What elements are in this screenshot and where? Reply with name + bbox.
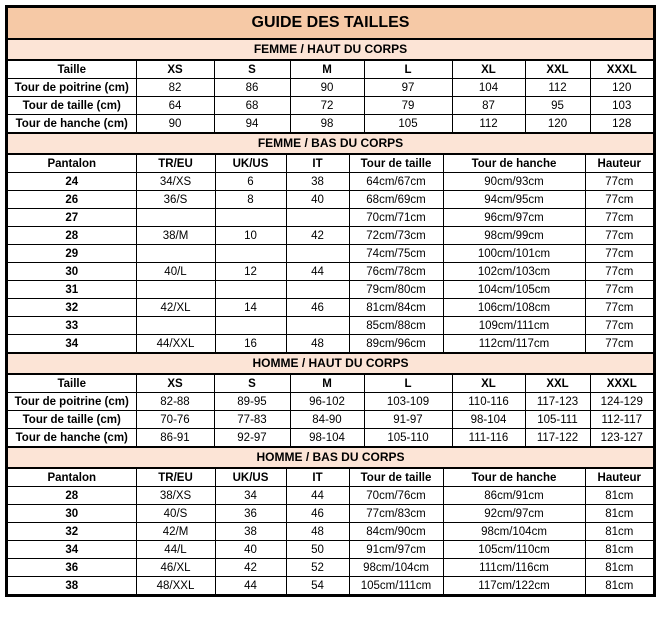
cell — [215, 209, 286, 227]
cell: 70cm/71cm — [349, 209, 443, 227]
section-table — [8, 469, 653, 594]
cell: 92-97 — [214, 429, 290, 447]
row-label: 31 — [8, 281, 136, 299]
column-header: Taille — [8, 375, 136, 393]
section-heading: HOMME / HAUT DU CORPS — [8, 352, 653, 375]
cell: 42/XL — [136, 299, 215, 317]
cell — [136, 245, 215, 263]
table-row — [8, 97, 653, 115]
column-header: Tour de taille — [349, 155, 443, 173]
cell: 8 — [215, 191, 286, 209]
cell: 110-116 — [452, 393, 525, 411]
cell — [286, 209, 349, 227]
table-row — [8, 209, 653, 227]
cell: 50 — [286, 541, 349, 559]
cell — [136, 281, 215, 299]
row-label: 32 — [8, 523, 136, 541]
cell: 81cm — [585, 487, 653, 505]
cell — [215, 281, 286, 299]
cell: 10 — [215, 227, 286, 245]
table-row — [8, 245, 653, 263]
cell: 77cm — [585, 209, 653, 227]
cell: 94 — [214, 115, 290, 133]
column-header: M — [290, 375, 364, 393]
cell: 120 — [525, 115, 590, 133]
cell: 105cm/111cm — [349, 577, 443, 595]
cell: 97 — [364, 79, 452, 97]
cell: 84cm/90cm — [349, 523, 443, 541]
row-label: 24 — [8, 173, 136, 191]
cell: 36 — [215, 505, 286, 523]
row-label: Tour de taille (cm) — [8, 97, 136, 115]
column-header: L — [364, 375, 452, 393]
cell: 6 — [215, 173, 286, 191]
cell: 77cm — [585, 299, 653, 317]
cell: 42 — [215, 559, 286, 577]
cell: 70cm/76cm — [349, 487, 443, 505]
cell: 81cm — [585, 559, 653, 577]
cell: 42/M — [136, 523, 215, 541]
cell — [136, 209, 215, 227]
cell: 38/XS — [136, 487, 215, 505]
cell: 98cm/104cm — [443, 523, 585, 541]
cell: 81cm — [585, 577, 653, 595]
cell: 40/S — [136, 505, 215, 523]
row-label: 30 — [8, 505, 136, 523]
section-table — [8, 61, 653, 132]
cell: 105-110 — [364, 429, 452, 447]
cell: 117cm/122cm — [443, 577, 585, 595]
cell: 120 — [590, 79, 653, 97]
cell: 105-111 — [525, 411, 590, 429]
header-row — [8, 469, 653, 487]
cell: 86cm/91cm — [443, 487, 585, 505]
cell: 98-104 — [290, 429, 364, 447]
cell: 91-97 — [364, 411, 452, 429]
cell: 98cm/99cm — [443, 227, 585, 245]
cell: 98 — [290, 115, 364, 133]
cell: 77-83 — [214, 411, 290, 429]
column-header: IT — [286, 469, 349, 487]
cell: 104cm/105cm — [443, 281, 585, 299]
row-label: 33 — [8, 317, 136, 335]
row-label: 27 — [8, 209, 136, 227]
cell: 77cm — [585, 173, 653, 191]
row-label: 32 — [8, 299, 136, 317]
cell: 48 — [286, 335, 349, 353]
cell: 77cm — [585, 317, 653, 335]
column-header: XXL — [525, 375, 590, 393]
cell: 86 — [214, 79, 290, 97]
row-label: 34 — [8, 541, 136, 559]
section-heading: FEMME / HAUT DU CORPS — [8, 40, 653, 61]
cell: 96cm/97cm — [443, 209, 585, 227]
row-label: Tour de poitrine (cm) — [8, 79, 136, 97]
size-guide-table — [5, 5, 656, 597]
cell: 77cm — [585, 191, 653, 209]
cell: 112 — [525, 79, 590, 97]
cell: 94cm/95cm — [443, 191, 585, 209]
cell — [286, 245, 349, 263]
column-header: Hauteur — [585, 155, 653, 173]
column-header: UK/US — [215, 155, 286, 173]
cell: 105 — [364, 115, 452, 133]
table-row — [8, 505, 653, 523]
cell: 44 — [215, 577, 286, 595]
row-label: Tour de hanche (cm) — [8, 429, 136, 447]
column-header: XXXL — [590, 375, 653, 393]
cell: 77cm — [585, 281, 653, 299]
column-header: XL — [452, 61, 525, 79]
cell: 85cm/88cm — [349, 317, 443, 335]
cell: 81cm — [585, 541, 653, 559]
page-title: GUIDE DES TAILLES — [8, 8, 653, 40]
cell: 112 — [452, 115, 525, 133]
cell: 117-122 — [525, 429, 590, 447]
table-row — [8, 335, 653, 353]
cell: 16 — [215, 335, 286, 353]
cell: 82 — [136, 79, 214, 97]
cell: 72 — [290, 97, 364, 115]
cell: 40 — [286, 191, 349, 209]
cell: 100cm/101cm — [443, 245, 585, 263]
row-label: 29 — [8, 245, 136, 263]
cell: 89-95 — [214, 393, 290, 411]
table-row — [8, 577, 653, 595]
cell: 48/XXL — [136, 577, 215, 595]
cell: 34 — [215, 487, 286, 505]
cell: 77cm — [585, 227, 653, 245]
cell: 123-127 — [590, 429, 653, 447]
table-row — [8, 227, 653, 245]
sections-host — [8, 40, 653, 594]
cell: 36/S — [136, 191, 215, 209]
table-row — [8, 523, 653, 541]
table-row — [8, 173, 653, 191]
cell: 106cm/108cm — [443, 299, 585, 317]
cell: 103-109 — [364, 393, 452, 411]
cell: 112cm/117cm — [443, 335, 585, 353]
row-label: 38 — [8, 577, 136, 595]
column-header: M — [290, 61, 364, 79]
table-row — [8, 115, 653, 133]
table-row — [8, 263, 653, 281]
cell: 87 — [452, 97, 525, 115]
section-table — [8, 375, 653, 446]
row-label: 36 — [8, 559, 136, 577]
cell: 105cm/110cm — [443, 541, 585, 559]
cell — [136, 317, 215, 335]
cell: 46 — [286, 299, 349, 317]
table-row — [8, 317, 653, 335]
table-row — [8, 411, 653, 429]
cell: 38/M — [136, 227, 215, 245]
column-header: XS — [136, 61, 214, 79]
table-row — [8, 281, 653, 299]
cell: 68cm/69cm — [349, 191, 443, 209]
cell: 112-117 — [590, 411, 653, 429]
cell: 86-91 — [136, 429, 214, 447]
cell: 64 — [136, 97, 214, 115]
column-header: XS — [136, 375, 214, 393]
cell: 77cm — [585, 263, 653, 281]
cell: 74cm/75cm — [349, 245, 443, 263]
column-header: Hauteur — [585, 469, 653, 487]
table-row — [8, 541, 653, 559]
section-heading: FEMME / BAS DU CORPS — [8, 132, 653, 155]
table-row — [8, 191, 653, 209]
cell: 76cm/78cm — [349, 263, 443, 281]
cell: 81cm/84cm — [349, 299, 443, 317]
cell: 81cm — [585, 523, 653, 541]
cell: 95 — [525, 97, 590, 115]
cell: 96-102 — [290, 393, 364, 411]
cell: 81cm — [585, 505, 653, 523]
row-label: 28 — [8, 487, 136, 505]
column-header: Pantalon — [8, 469, 136, 487]
column-header: Pantalon — [8, 155, 136, 173]
header-row — [8, 61, 653, 79]
column-header: IT — [286, 155, 349, 173]
column-header: Tour de hanche — [443, 155, 585, 173]
cell: 46/XL — [136, 559, 215, 577]
cell: 70-76 — [136, 411, 214, 429]
row-label: 28 — [8, 227, 136, 245]
cell: 84-90 — [290, 411, 364, 429]
cell: 44/XXL — [136, 335, 215, 353]
row-label: 34 — [8, 335, 136, 353]
cell — [215, 245, 286, 263]
column-header: TR/EU — [136, 155, 215, 173]
cell: 98cm/104cm — [349, 559, 443, 577]
cell — [215, 317, 286, 335]
column-header: XXXL — [590, 61, 653, 79]
column-header: Tour de hanche — [443, 469, 585, 487]
section-heading: HOMME / BAS DU CORPS — [8, 446, 653, 469]
column-header: XL — [452, 375, 525, 393]
table-row — [8, 393, 653, 411]
row-label: Tour de hanche (cm) — [8, 115, 136, 133]
column-header: Tour de taille — [349, 469, 443, 487]
table-row — [8, 299, 653, 317]
cell: 103 — [590, 97, 653, 115]
column-header: S — [214, 61, 290, 79]
cell: 44 — [286, 487, 349, 505]
cell: 79 — [364, 97, 452, 115]
cell: 109cm/111cm — [443, 317, 585, 335]
cell: 72cm/73cm — [349, 227, 443, 245]
cell: 90 — [290, 79, 364, 97]
cell: 46 — [286, 505, 349, 523]
cell: 98-104 — [452, 411, 525, 429]
cell: 90 — [136, 115, 214, 133]
cell: 128 — [590, 115, 653, 133]
cell: 38 — [286, 173, 349, 191]
cell: 34/XS — [136, 173, 215, 191]
column-header: UK/US — [215, 469, 286, 487]
header-row — [8, 375, 653, 393]
row-label: 30 — [8, 263, 136, 281]
column-header: Taille — [8, 61, 136, 79]
cell — [286, 317, 349, 335]
cell: 111cm/116cm — [443, 559, 585, 577]
cell — [286, 281, 349, 299]
section-table — [8, 155, 653, 352]
cell: 104 — [452, 79, 525, 97]
cell: 82-88 — [136, 393, 214, 411]
cell: 14 — [215, 299, 286, 317]
cell: 40 — [215, 541, 286, 559]
cell: 124-129 — [590, 393, 653, 411]
column-header: L — [364, 61, 452, 79]
cell: 42 — [286, 227, 349, 245]
row-label: 26 — [8, 191, 136, 209]
cell: 77cm/83cm — [349, 505, 443, 523]
table-row — [8, 487, 653, 505]
cell: 102cm/103cm — [443, 263, 585, 281]
cell: 77cm — [585, 245, 653, 263]
cell: 89cm/96cm — [349, 335, 443, 353]
cell: 92cm/97cm — [443, 505, 585, 523]
header-row — [8, 155, 653, 173]
table-row — [8, 429, 653, 447]
column-header: XXL — [525, 61, 590, 79]
row-label: Tour de taille (cm) — [8, 411, 136, 429]
cell: 40/L — [136, 263, 215, 281]
cell: 117-123 — [525, 393, 590, 411]
cell: 48 — [286, 523, 349, 541]
cell: 44/L — [136, 541, 215, 559]
cell: 68 — [214, 97, 290, 115]
column-header: S — [214, 375, 290, 393]
column-header: TR/EU — [136, 469, 215, 487]
cell: 111-116 — [452, 429, 525, 447]
cell: 12 — [215, 263, 286, 281]
cell: 44 — [286, 263, 349, 281]
cell: 91cm/97cm — [349, 541, 443, 559]
cell: 38 — [215, 523, 286, 541]
cell: 52 — [286, 559, 349, 577]
table-row — [8, 79, 653, 97]
table-row — [8, 559, 653, 577]
cell: 54 — [286, 577, 349, 595]
row-label: Tour de poitrine (cm) — [8, 393, 136, 411]
cell: 64cm/67cm — [349, 173, 443, 191]
cell: 77cm — [585, 335, 653, 353]
cell: 79cm/80cm — [349, 281, 443, 299]
cell: 90cm/93cm — [443, 173, 585, 191]
